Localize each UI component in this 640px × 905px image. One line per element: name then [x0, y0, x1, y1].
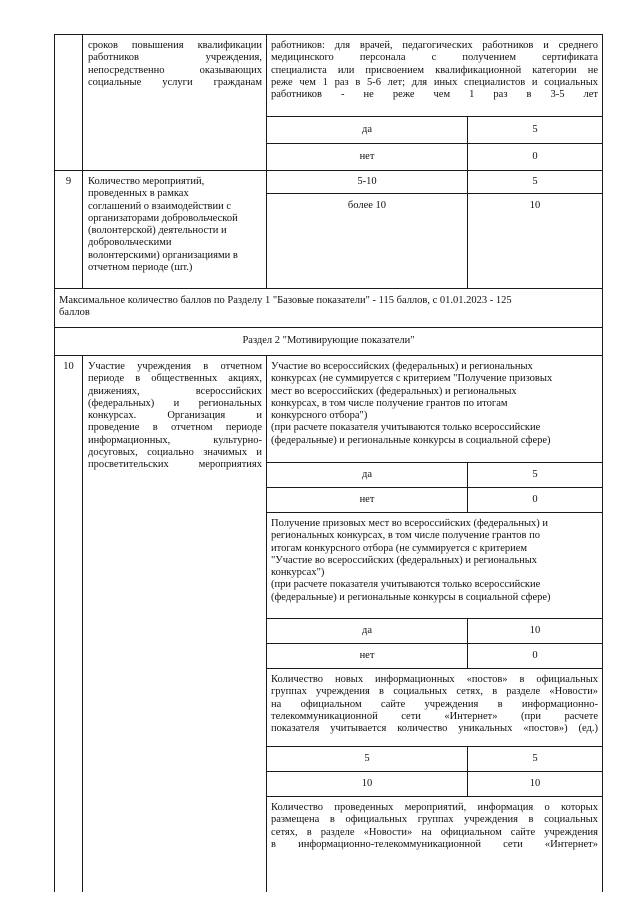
row10-c1-option-label: да — [361, 469, 372, 480]
row10-number: 10 — [63, 361, 74, 372]
col-divider-1 — [82, 34, 83, 288]
row10-criterion-4: Количество проведенных мероприятий, информация о которых размещена в официальных группах учреждения в социальных сетях, в разделе «Новости» на официальном сайте учреждения в информационно-телекоммуникационной сети «Интернет» — [271, 802, 598, 850]
hline-prev-opt-top — [266, 116, 603, 117]
row9-option-label: 5-10 — [357, 176, 377, 187]
row10-c1-option-label: нет — [359, 494, 375, 505]
row10-criterion-3: Количество новых информационных «постов» в официальных группах учреждения в социальных сетях, в разделе «Новости» на официальном сайте учреждения в информационно- телекоммуникационной сети «Интернет» (при расчете показателя учитывается количество уникальных «постов») (ед.) — [271, 674, 598, 735]
row10-c3-option-label: 5 — [364, 753, 370, 764]
hline-c4-top — [266, 796, 603, 797]
row-prev-indicator: сроков повышения квалификации работников учреждения, непосредственно оказывающих социальные услуги гражданам — [88, 40, 262, 88]
border-left — [54, 34, 55, 892]
row10-c2-option-score: 0 — [532, 650, 538, 661]
hline-section-top — [54, 327, 603, 328]
row9-number: 9 — [65, 176, 72, 187]
row-prev-criterion: работников: для врачей, педагогических работников и среднего медицинского персонала с получением сертификата специалиста или присвоением квалификационной категории не реже чем 1 раз в 5-6 лет; для иных специалистов и социальных работников - не реже чем 1 раз в 3-5 лет — [271, 40, 598, 101]
col-divider-2b — [266, 355, 267, 892]
hline-row9-top — [54, 170, 603, 171]
row9-option-score: 10 — [529, 200, 541, 211]
row10-c1-option-score: 5 — [532, 469, 538, 480]
col-divider-1b — [82, 355, 83, 892]
hline-c1-opt-mid — [266, 487, 603, 488]
row10-c3-option-score: 5 — [532, 753, 538, 764]
hline-row10-top — [54, 355, 603, 356]
row10-c2-option-label: нет — [359, 650, 375, 661]
row10-c3-option-score: 10 — [529, 778, 541, 789]
row-prev-option-label: нет — [359, 151, 375, 162]
border-right — [602, 34, 603, 892]
row10-indicator: Участие учреждения в отчетном периоде в общественных акциях, движениях, всероссийских (федеральных) и региональных конкурсах. Организация и проведение в отчетном периоде информационных, культурно- досуговых, социально значимых и просветительских мероприятиях — [88, 361, 262, 471]
hline-c3-top — [266, 668, 603, 669]
row-prev-option-score: 0 — [532, 151, 538, 162]
hline-prev-opt-mid — [266, 143, 603, 144]
row9-option-label: более 10 — [347, 200, 387, 211]
hline-c1-opt-top — [266, 462, 603, 463]
row-prev-option-score: 5 — [532, 124, 538, 135]
row10-criterion-1: Участие во всероссийских (федеральных) и региональных конкурсах (не суммируется с критерием "Получение призовых мест во всероссийских (федеральных) и региональных конкурсах, в том числе получение грантов по итогам конкурсного отбора") (при расчете показателя учитываются только всероссийские (федеральные) и региональные конкурсы в социальной сфере) — [271, 361, 553, 446]
section2-title: Раздел 2 "Мотивирующие показатели" — [242, 335, 415, 346]
hline-row9-opt — [266, 193, 603, 194]
hline-c2-top — [266, 512, 603, 513]
row10-c2-option-score: 10 — [529, 625, 541, 636]
row-prev-option-label: да — [361, 124, 372, 135]
row9-indicator: Количество мероприятий, проведенных в рамках соглашений о взаимодействии с организаторами добровольческой (волонтерской) деятельности и добровольческими волонтерскими) организациями в отчетном периоде (шт.) — [88, 176, 238, 274]
hline-top — [54, 34, 603, 35]
row10-criterion-2: Получение призовых мест во всероссийских (федеральных) и региональных конкурсах, в том числе получение грантов по итогам конкурсного отбора (не суммируется с критерием "Участие во всероссийских (федеральных) и региональных конкурсах") (при расчете показателя учитываются только всероссийские (федеральные) и региональные конкурсы в социальной сфере) — [271, 518, 551, 603]
hline-c2-opt-mid — [266, 643, 603, 644]
hline-c3-opt-top — [266, 746, 603, 747]
section1-summary: Максимальное количество баллов по Разделу 1 "Базовые показатели" - 115 баллов, с 01.01.2023 - 125 баллов — [59, 295, 512, 319]
row10-c2-option-label: да — [361, 625, 372, 636]
hline-c2-opt-top — [266, 618, 603, 619]
row10-c1-option-score: 0 — [532, 494, 538, 505]
hline-c3-opt-mid — [266, 771, 603, 772]
row10-c3-option-label: 10 — [361, 778, 373, 789]
row9-option-score: 5 — [532, 176, 538, 187]
hline-summary-top — [54, 288, 603, 289]
